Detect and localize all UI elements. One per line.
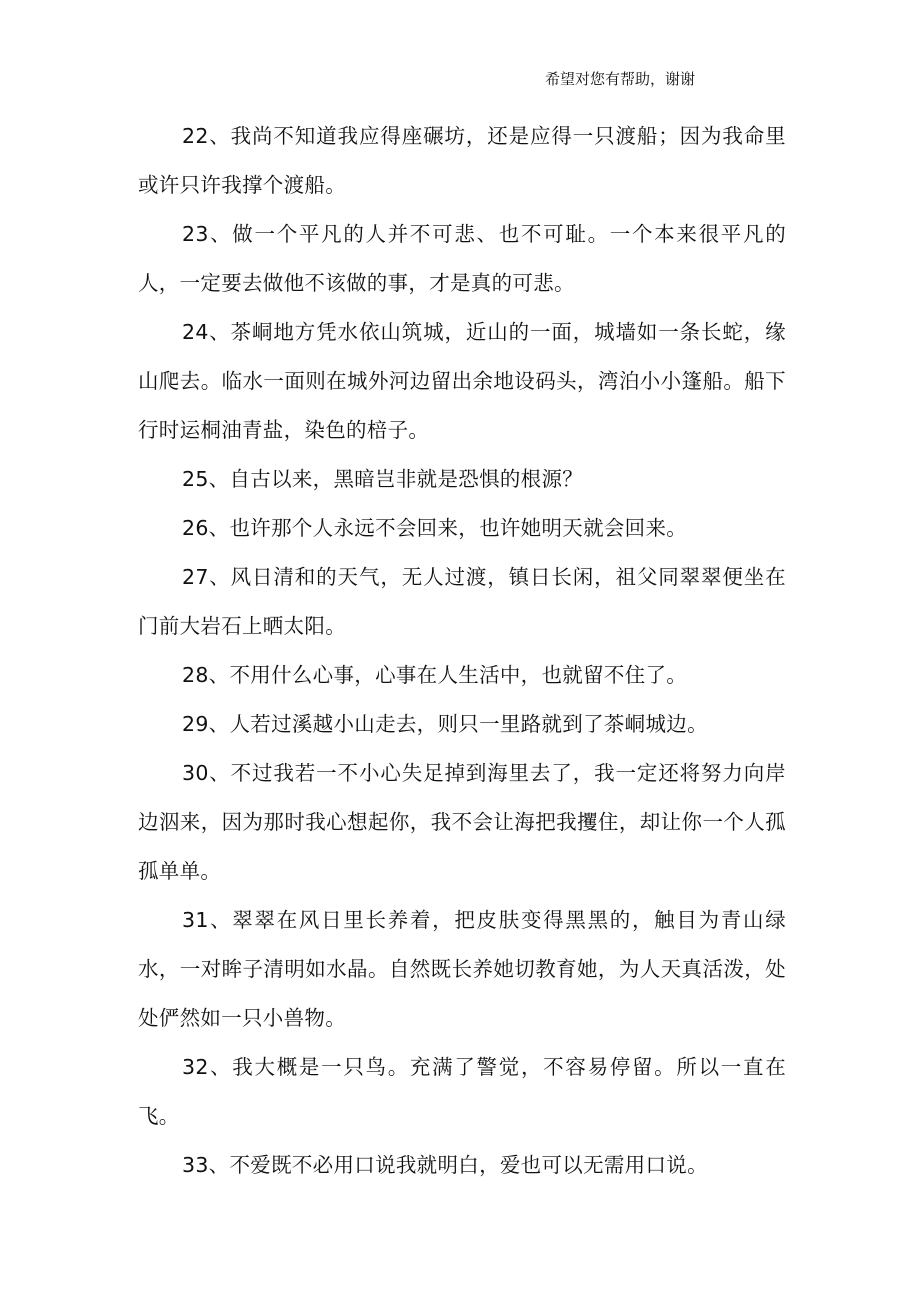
header-note: 希望对您有帮助，谢谢 xyxy=(545,70,696,88)
quote-paragraph-23: 23、做一个平凡的人并不可悲、也不可耻。一个本来很平凡的人，一定要去做他不该做的事，才是真的可悲。 xyxy=(138,222,786,295)
quote-paragraph-28: 28、不用什么心事，心事在人生活中，也就留不住了。 xyxy=(182,663,688,687)
quote-paragraph-29: 29、人若过溪越小山走去，则只一里路就到了茶峒城边。 xyxy=(182,712,708,736)
quote-paragraph-22: 22、我尚不知道我应得座碾坊，还是应得一只渡船；因为我命里或许只许我撑个渡船。 xyxy=(138,124,786,197)
quote-paragraph-26: 26、也许那个人永远不会回来，也许她明天就会回来。 xyxy=(182,516,688,540)
quote-paragraph-25: 25、自古以来，黑暗岂非就是恐惧的根源？ xyxy=(182,467,584,491)
quote-list xyxy=(138,112,786,1190)
quote-paragraph-27: 27、风日清和的天气，无人过渡，镇日长闲，祖父同翠翠便坐在门前大岩石上晒太阳。 xyxy=(138,565,786,638)
quote-paragraph-30: 30、不过我若一不小心失足掉到海里去了，我一定还将努力向岸边泅来，因为那时我心想起你，我不会让海把我攫住，却让你一个人孤孤单单。 xyxy=(138,761,786,883)
quote-paragraph-24: 24、茶峒地方凭水依山筑城，近山的一面，城墙如一条长蛇，缘山爬去。临水一面则在城外河边留出余地设码头，湾泊小小篷船。船下行时运桐油青盐，染色的棓子。 xyxy=(138,320,786,442)
quote-paragraph-33: 33、不爱既不必用口说我就明白，爱也可以无需用口说。 xyxy=(182,1153,708,1177)
quote-paragraph-31: 31、翠翠在风日里长养着，把皮肤变得黑黑的，触目为青山绿水，一对眸子清明如水晶。自然既长养她切教育她，为人天真活泼，处处俨然如一只小兽物。 xyxy=(138,908,786,1030)
quote-paragraph-32: 32、我大概是一只鸟。充满了警觉，不容易停留。所以一直在飞。 xyxy=(138,1055,786,1128)
